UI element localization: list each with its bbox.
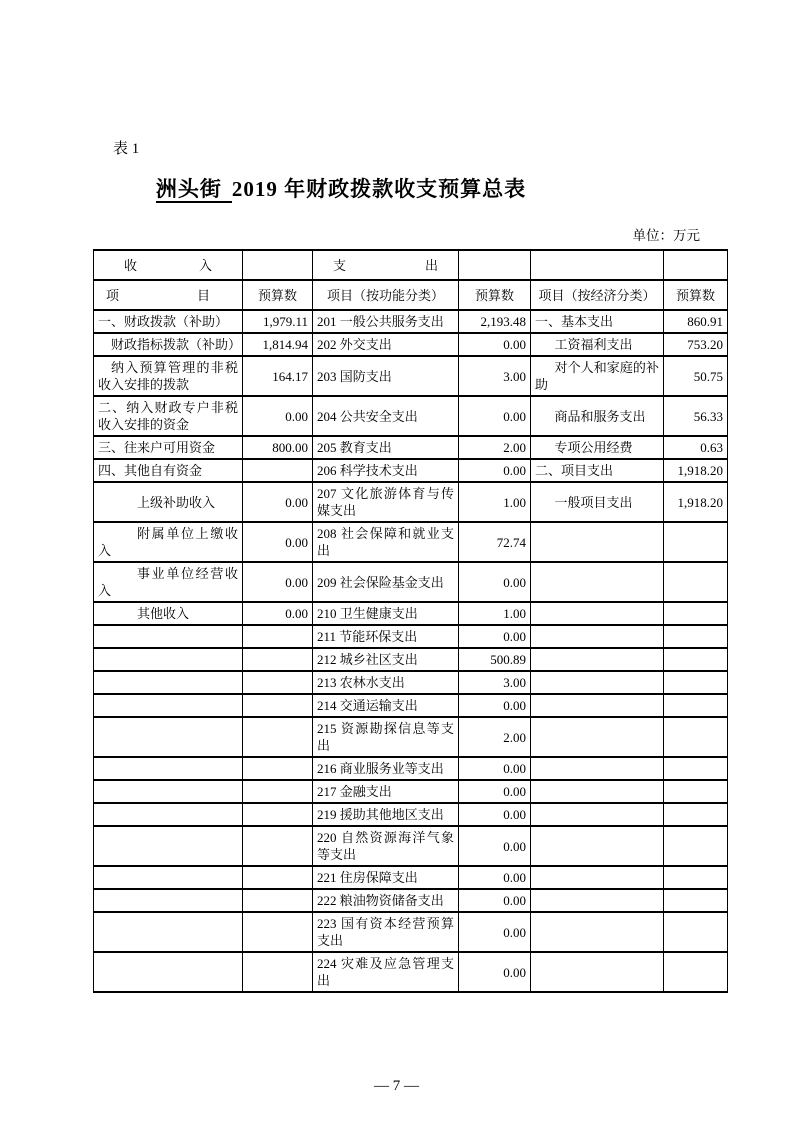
page-number: — 7 —: [374, 1078, 419, 1094]
functional-budget-cell: 0.00: [459, 889, 531, 912]
income-item-cell: 三、往来户可用资金: [94, 436, 243, 459]
functional-budget-cell: 3.00: [459, 671, 531, 694]
budget-table: [93, 249, 728, 993]
functional-budget-cell: 0.00: [459, 459, 531, 482]
income-budget-cell: [243, 671, 313, 694]
table-row: [94, 912, 728, 952]
table-header-section-row: [94, 250, 728, 280]
economic-item-cell: [531, 952, 664, 992]
table-row: [94, 459, 728, 482]
table-row: [94, 625, 728, 648]
functional-item-cell: 213 农林水支出: [313, 671, 459, 694]
economic-budget-cell: [664, 866, 728, 889]
income-item-cell: [94, 803, 243, 826]
economic-budget-cell: [664, 522, 728, 562]
income-item-cell: [94, 889, 243, 912]
income-budget-cell: [243, 625, 313, 648]
functional-item-cell: 211 节能环保支出: [313, 625, 459, 648]
income-budget-cell: [243, 952, 313, 992]
functional-budget-cell: 500.89: [459, 648, 531, 671]
income-budget-cell: [243, 889, 313, 912]
income-item-cell: 一、财政拨款（补助）: [94, 310, 243, 333]
economic-budget-column-header: 预算数: [664, 280, 728, 310]
income-item-cell: 财政指标拨款（补助）: [94, 333, 243, 356]
table-row: [94, 757, 728, 780]
economic-item-cell: [531, 522, 664, 562]
functional-item-cell: 217 金融支出: [313, 780, 459, 803]
income-item-cell: 四、其他自有资金: [94, 459, 243, 482]
economic-item-cell: 专项公用经费: [531, 436, 664, 459]
income-item-cell: [94, 866, 243, 889]
table-row: [94, 602, 728, 625]
economic-item-cell: 对个人和家庭的补助: [531, 356, 664, 396]
economic-budget-cell: [664, 952, 728, 992]
income-item-column-header: [94, 280, 243, 310]
functional-item-cell: 201 一般公共服务支出: [313, 310, 459, 333]
functional-budget-cell: 0.00: [459, 694, 531, 717]
table-header-columns-row: [94, 280, 728, 310]
functional-item-cell: 214 交通运输支出: [313, 694, 459, 717]
economic-budget-cell: [664, 671, 728, 694]
budget-table-body: [94, 310, 728, 992]
economic-budget-cell: [664, 912, 728, 952]
functional-item-cell: 212 城乡社区支出: [313, 648, 459, 671]
functional-item-cell: 205 教育支出: [313, 436, 459, 459]
income-budget-cell: 0.00: [243, 602, 313, 625]
table-row: [94, 694, 728, 717]
functional-item-cell: 224 灾难及应急管理支出: [313, 952, 459, 992]
table-label: 表 1: [113, 141, 140, 157]
income-item-cell: 上级补助收入: [94, 482, 243, 522]
functional-item-cell: 210 卫生健康支出: [313, 602, 459, 625]
economic-budget-cell: 1,918.20: [664, 459, 728, 482]
income-item-cell: [94, 648, 243, 671]
income-budget-cell: [243, 459, 313, 482]
economic-item-cell: 商品和服务支出: [531, 396, 664, 436]
functional-item-cell: 215 资源勘探信息等支出: [313, 717, 459, 757]
economic-item-cell: [531, 602, 664, 625]
income-budget-cell: 800.00: [243, 436, 313, 459]
functional-item-cell: 223 国有资本经营预算支出: [313, 912, 459, 952]
functional-budget-cell: 0.00: [459, 562, 531, 602]
functional-item-cell: 220 自然资源海洋气象等支出: [313, 826, 459, 866]
functional-item-cell: 219 援助其他地区支出: [313, 803, 459, 826]
income-item-cell: 纳入预算管理的非税收入安排的拨款: [94, 356, 243, 396]
title-rest: 2019 年财政拨款收支预算总表: [231, 177, 527, 201]
functional-budget-cell: 0.00: [459, 780, 531, 803]
functional-budget-cell: 0.00: [459, 803, 531, 826]
table-row: [94, 310, 728, 333]
functional-item-cell: 207 文化旅游体育与传媒支出: [313, 482, 459, 522]
economic-item-cell: [531, 912, 664, 952]
economic-item-cell: 一般项目支出: [531, 482, 664, 522]
table-row: [94, 333, 728, 356]
economic-item-cell: [531, 562, 664, 602]
economic-item-cell: [531, 889, 664, 912]
income-budget-cell: [243, 826, 313, 866]
functional-item-cell: 216 商业服务业等支出: [313, 757, 459, 780]
page-title: [0, 173, 682, 203]
table-row: [94, 648, 728, 671]
empty-header-cell: [531, 250, 664, 280]
income-item-cell: [94, 780, 243, 803]
table-row: [94, 780, 728, 803]
income-budget-cell: 0.00: [243, 396, 313, 436]
functional-budget-cell: 0.00: [459, 757, 531, 780]
economic-budget-cell: [664, 889, 728, 912]
income-item-column-label: 项 目: [106, 287, 210, 303]
income-budget-cell: [243, 912, 313, 952]
economic-budget-cell: [664, 625, 728, 648]
table-row: [94, 436, 728, 459]
economic-budget-cell: 56.33: [664, 396, 728, 436]
economic-budget-cell: [664, 694, 728, 717]
economic-item-cell: [531, 826, 664, 866]
economic-budget-cell: 860.91: [664, 310, 728, 333]
functional-item-cell: 209 社会保险基金支出: [313, 562, 459, 602]
income-item-cell: [94, 625, 243, 648]
income-item-cell: [94, 952, 243, 992]
expenditure-section-header: [313, 250, 459, 280]
economic-budget-cell: [664, 757, 728, 780]
income-budget-cell: [243, 780, 313, 803]
economic-budget-cell: [664, 648, 728, 671]
expenditure-section-label: 支 出: [333, 257, 438, 273]
income-budget-cell: 1,979.11: [243, 310, 313, 333]
economic-budget-cell: [664, 602, 728, 625]
unit-note: 单位：万元: [632, 228, 700, 243]
economic-budget-cell: 50.75: [664, 356, 728, 396]
income-budget-cell: [243, 648, 313, 671]
table-row: [94, 671, 728, 694]
functional-budget-cell: 0.00: [459, 912, 531, 952]
economic-budget-cell: 0.63: [664, 436, 728, 459]
functional-budget-cell: 72.74: [459, 522, 531, 562]
economic-budget-cell: [664, 717, 728, 757]
income-item-cell: [94, 826, 243, 866]
functional-item-column-header: 项目（按功能分类）: [313, 280, 459, 310]
functional-budget-cell: 0.00: [459, 826, 531, 866]
empty-header-cell: [664, 250, 728, 280]
economic-item-cell: [531, 694, 664, 717]
functional-budget-cell: 0.00: [459, 866, 531, 889]
table-row: [94, 952, 728, 992]
economic-budget-cell: 753.20: [664, 333, 728, 356]
functional-item-cell: 221 住房保障支出: [313, 866, 459, 889]
functional-item-cell: 206 科学技术支出: [313, 459, 459, 482]
income-section-header: [94, 250, 243, 280]
functional-budget-cell: 1.00: [459, 482, 531, 522]
table-row: [94, 826, 728, 866]
functional-budget-cell: 0.00: [459, 952, 531, 992]
functional-budget-cell: 3.00: [459, 356, 531, 396]
economic-item-cell: [531, 780, 664, 803]
income-budget-cell: [243, 757, 313, 780]
table-row: [94, 356, 728, 396]
economic-item-cell: [531, 757, 664, 780]
income-item-cell: [94, 717, 243, 757]
functional-budget-cell: 0.00: [459, 396, 531, 436]
functional-item-cell: 208 社会保障和就业支出: [313, 522, 459, 562]
economic-item-cell: [531, 625, 664, 648]
functional-item-cell: 204 公共安全支出: [313, 396, 459, 436]
income-budget-cell: 1,814.94: [243, 333, 313, 356]
income-budget-cell: 164.17: [243, 356, 313, 396]
income-budget-column-header: 预算数: [243, 280, 313, 310]
economic-budget-cell: [664, 826, 728, 866]
income-budget-cell: 0.00: [243, 522, 313, 562]
economic-budget-cell: [664, 780, 728, 803]
functional-budget-column-header: 预算数: [459, 280, 531, 310]
economic-item-cell: [531, 717, 664, 757]
income-item-cell: [94, 757, 243, 780]
income-budget-cell: 0.00: [243, 562, 313, 602]
income-item-cell: 其他收入: [94, 602, 243, 625]
income-item-cell: [94, 671, 243, 694]
income-item-cell: 附属单位上缴收入: [94, 522, 243, 562]
functional-budget-cell: 0.00: [459, 625, 531, 648]
functional-budget-cell: 2.00: [459, 717, 531, 757]
table-row: [94, 562, 728, 602]
functional-item-cell: 222 粮油物资储备支出: [313, 889, 459, 912]
economic-item-cell: [531, 803, 664, 826]
functional-item-cell: 202 外交支出: [313, 333, 459, 356]
table-row: [94, 866, 728, 889]
economic-item-cell: 二、项目支出: [531, 459, 664, 482]
economic-item-cell: 工资福利支出: [531, 333, 664, 356]
table-row: [94, 717, 728, 757]
economic-item-cell: 一、基本支出: [531, 310, 664, 333]
functional-budget-cell: 0.00: [459, 333, 531, 356]
economic-budget-cell: [664, 562, 728, 602]
income-budget-cell: 0.00: [243, 482, 313, 522]
income-budget-cell: [243, 866, 313, 889]
table-row: [94, 889, 728, 912]
functional-budget-cell: 2,193.48: [459, 310, 531, 333]
table-row: [94, 522, 728, 562]
title-agency-name: 洲头街: [156, 177, 232, 203]
empty-header-cell: [243, 250, 313, 280]
functional-budget-cell: 1.00: [459, 602, 531, 625]
income-budget-cell: [243, 694, 313, 717]
income-item-cell: [94, 694, 243, 717]
functional-budget-cell: 2.00: [459, 436, 531, 459]
economic-budget-cell: [664, 803, 728, 826]
table-row: [94, 396, 728, 436]
table-row: [94, 482, 728, 522]
income-item-cell: 二、纳入财政专户非税收入安排的资金: [94, 396, 243, 436]
income-budget-cell: [243, 803, 313, 826]
income-budget-cell: [243, 717, 313, 757]
income-item-cell: [94, 912, 243, 952]
income-section-label: 收 入: [124, 257, 212, 273]
functional-item-cell: 203 国防支出: [313, 356, 459, 396]
table-row: [94, 803, 728, 826]
economic-item-cell: [531, 866, 664, 889]
economic-item-cell: [531, 671, 664, 694]
income-item-cell: 事业单位经营收入: [94, 562, 243, 602]
budget-table-container: [93, 249, 728, 993]
empty-header-cell: [459, 250, 531, 280]
economic-item-cell: [531, 648, 664, 671]
economic-budget-cell: 1,918.20: [664, 482, 728, 522]
economic-item-column-header: 项目（按经济分类）: [531, 280, 664, 310]
